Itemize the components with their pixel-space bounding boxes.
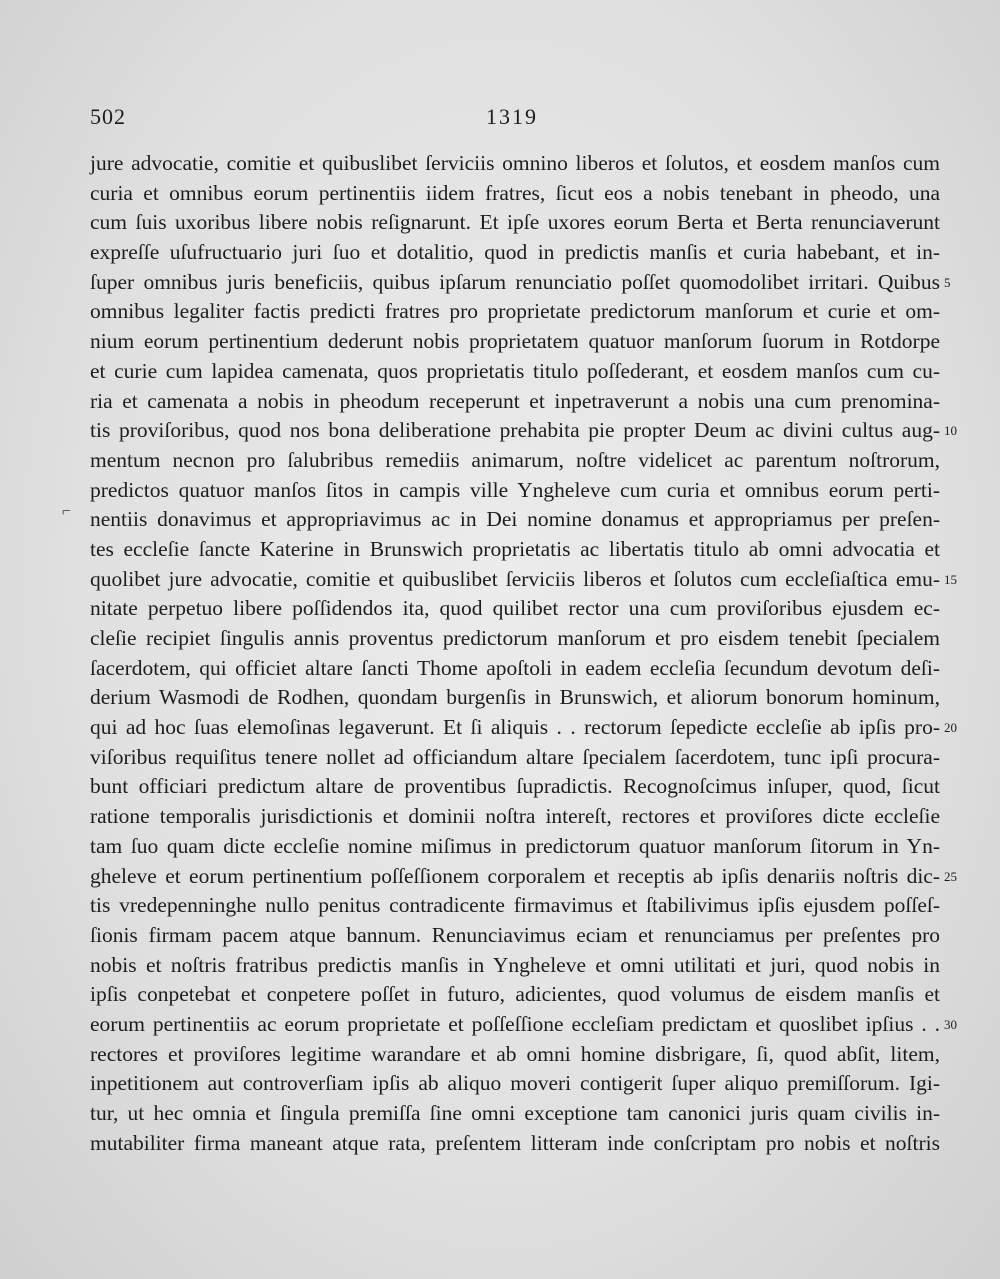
text-line xyxy=(90,416,957,446)
line-text: qui ad hoc ſuas elemoſinas legaverunt. Et ſi aliquis . . rectorum ſepedicte eccleſie ab ipſis pro- xyxy=(90,715,940,740)
line-text: gheleve et eorum pertinentium poſſeſſionem corporalem et receptis ab ipſis denariis noſtris dic- xyxy=(90,863,940,888)
line-text: cum ſuis uxoribus libere nobis reſignarunt. Et ipſe uxores eorum Berta et Berta renunciaverunt xyxy=(90,210,940,235)
text-line xyxy=(90,268,951,298)
text-line xyxy=(90,1099,940,1129)
text-line xyxy=(90,357,940,387)
header-year: 1319 xyxy=(486,104,538,129)
text-line xyxy=(90,1040,940,1070)
line-text: predictos quatuor manſos ſitos in campis ville Yngheleve cum curia et omnibus eorum perti- xyxy=(90,477,940,502)
text-line xyxy=(90,446,940,476)
line-text: ria et camenata a nobis in pheodum receperunt et inpetraverunt a nobis una cum prenomina- xyxy=(90,388,940,413)
line-text: derium Wasmodi de Rodhen, quondam burgenſis in Brunswich, et aliorum bonorum hominum, xyxy=(90,685,940,710)
text-line xyxy=(90,713,957,743)
line-text: tis proviſoribus, quod nos bona deliberatione prehabita pie propter Deum ac divini cultus aug- xyxy=(90,418,940,443)
text-line xyxy=(90,1069,940,1099)
body-text xyxy=(90,149,957,1158)
line-number: 5 xyxy=(944,274,951,290)
line-number: 15 xyxy=(944,571,957,587)
text-line xyxy=(90,921,940,951)
line-text: nitate perpetuo libere poſſidendos ita, quod quilibet rector una cum proviſoribus ejusdem ec- xyxy=(90,596,940,621)
line-text: mentum necnon pro ſalubribus remediis animarum, noſtre videlicet ac parentum noſtrorum, xyxy=(90,447,940,472)
text-line xyxy=(90,743,940,773)
text-line xyxy=(90,179,940,209)
text-line xyxy=(90,505,940,535)
line-text: nium eorum pertinentium dederunt nobis proprietatem quatuor manſorum ſuorum in Rotdorpe xyxy=(90,329,940,354)
line-text: quolibet jure advocatie, comitie et quibuslibet ſerviciis liberos et ſolutos cum eccleſiaſtica emu- xyxy=(90,566,940,591)
line-text: jure advocatie, comitie et quibuslibet ſerviciis omnino liberos et ſolutos, et eosdem manſos cum xyxy=(90,151,940,175)
text-line xyxy=(90,624,940,654)
line-text: tur, ut hec omnia et ſingula premiſſa ſine omni exceptione tam canonici juris quam civilis in- xyxy=(90,1101,940,1125)
text-line xyxy=(90,980,940,1010)
text-line xyxy=(90,891,940,921)
text-line xyxy=(90,951,940,981)
line-text: ſacerdotem, qui officiet altare ſancti Thome apoſtoli in eadem eccleſia ſecundum devotum deſi- xyxy=(90,655,940,680)
text-line xyxy=(90,654,940,684)
line-text: ratione temporalis jurisdictionis et dominii noſtra intereſt, rectores et proviſores dicte eccleſie xyxy=(90,804,940,829)
text-line xyxy=(90,565,957,595)
text-line xyxy=(90,327,940,357)
text-line xyxy=(90,149,940,179)
text-line xyxy=(90,476,940,506)
line-text: nentiis donavimus et appropriavimus ac in Dei nomine donamus et appropriamus per preſen- xyxy=(90,507,940,532)
line-text: et curie cum lapidea camenata, quos proprietatis titulo poſſederant, et eosdem manſos cum cu- xyxy=(90,358,940,383)
line-text: tis vredepenninghe nullo penitus contradicente firmavimus et ſtabilivimus ipſis ejusdem poſſeſ- xyxy=(90,893,940,918)
line-text: expreſſe uſufructuario juri ſuo et dotalitio, quod in predictis manſis et curia habebant, et in- xyxy=(90,240,940,265)
line-number: 10 xyxy=(944,423,957,439)
line-text: bunt officiari predictum altare de proventibus ſupradictis. Recognoſcimus inſuper, quod, ſicut xyxy=(90,774,940,799)
text-line xyxy=(90,297,940,327)
line-text: ſuper omnibus juris beneficiis, quibus ipſarum renunciatio poſſet quomodolibet irritari. Quibus xyxy=(90,269,940,294)
text-line xyxy=(90,238,940,268)
text-line xyxy=(90,862,957,892)
text-line xyxy=(90,802,940,832)
line-text: ſionis firmam pacem atque bannum. Renunciavimus eciam et renunciamus per preſentes pro xyxy=(90,922,940,947)
text-line xyxy=(90,594,940,624)
line-number: 25 xyxy=(944,868,957,884)
line-text: tes eccleſie ſancte Katerine in Brunswich proprietatis ac libertatis titulo ab omni advocatia et xyxy=(90,536,940,561)
line-text: omnibus legaliter factis predicti fratres pro proprietate predictorum manſorum et curie et om- xyxy=(90,299,940,324)
page-number: 502 xyxy=(90,104,126,129)
text-line xyxy=(90,208,940,238)
line-text: ipſis conpetebat et conpetere poſſet in futuro, adicientes, quod volumus de eisdem manſis et xyxy=(90,982,940,1007)
line-text: mutabiliter firma maneant atque rata, preſentem litteram inde conſcriptam pro nobis et noſtris xyxy=(90,1130,940,1155)
text-line xyxy=(90,1129,940,1159)
line-number: 30 xyxy=(944,1016,957,1032)
line-text: eorum pertinentiis ac eorum proprietate et poſſeſſione eccleſiam predictam et quoslibet ipſius . . xyxy=(90,1011,940,1036)
line-number: 20 xyxy=(944,720,957,736)
line-text: tam ſuo quam dicte eccleſie nomine miſimus in predictorum quatuor manſorum ſitorum in Yn- xyxy=(90,833,940,858)
text-line xyxy=(90,832,940,862)
margin-mark: ⌐ xyxy=(62,503,72,520)
line-text: inpetitionem aut controverſiam ipſis ab aliquo moveri contigerit ſuper aliquo premiſſorum. Igi- xyxy=(90,1071,940,1096)
text-line xyxy=(90,387,940,417)
line-text: viſoribus requiſitus tenere nollet ad officiandum altare ſpecialem ſacerdotem, tunc ipſi procura- xyxy=(90,744,940,769)
line-text: curia et omnibus eorum pertinentiis iidem fratres, ſicut eos a nobis tenebant in pheodo, una xyxy=(90,180,940,205)
line-text: rectores et proviſores legitime warandare et ab omni homine disbrigare, ſi, quod abſit, litem, xyxy=(90,1041,940,1066)
text-line xyxy=(90,535,940,565)
text-line xyxy=(90,1010,957,1040)
text-line xyxy=(90,683,940,713)
line-text: cleſie recipiet ſingulis annis proventus predictorum manſorum et pro eisdem tenebit ſpecialem xyxy=(90,626,940,650)
text-line xyxy=(90,772,940,802)
line-text: nobis et noſtris fratribus predictis manſis in Yngheleve et omni utilitati et juri, quod nobis in xyxy=(90,952,940,977)
